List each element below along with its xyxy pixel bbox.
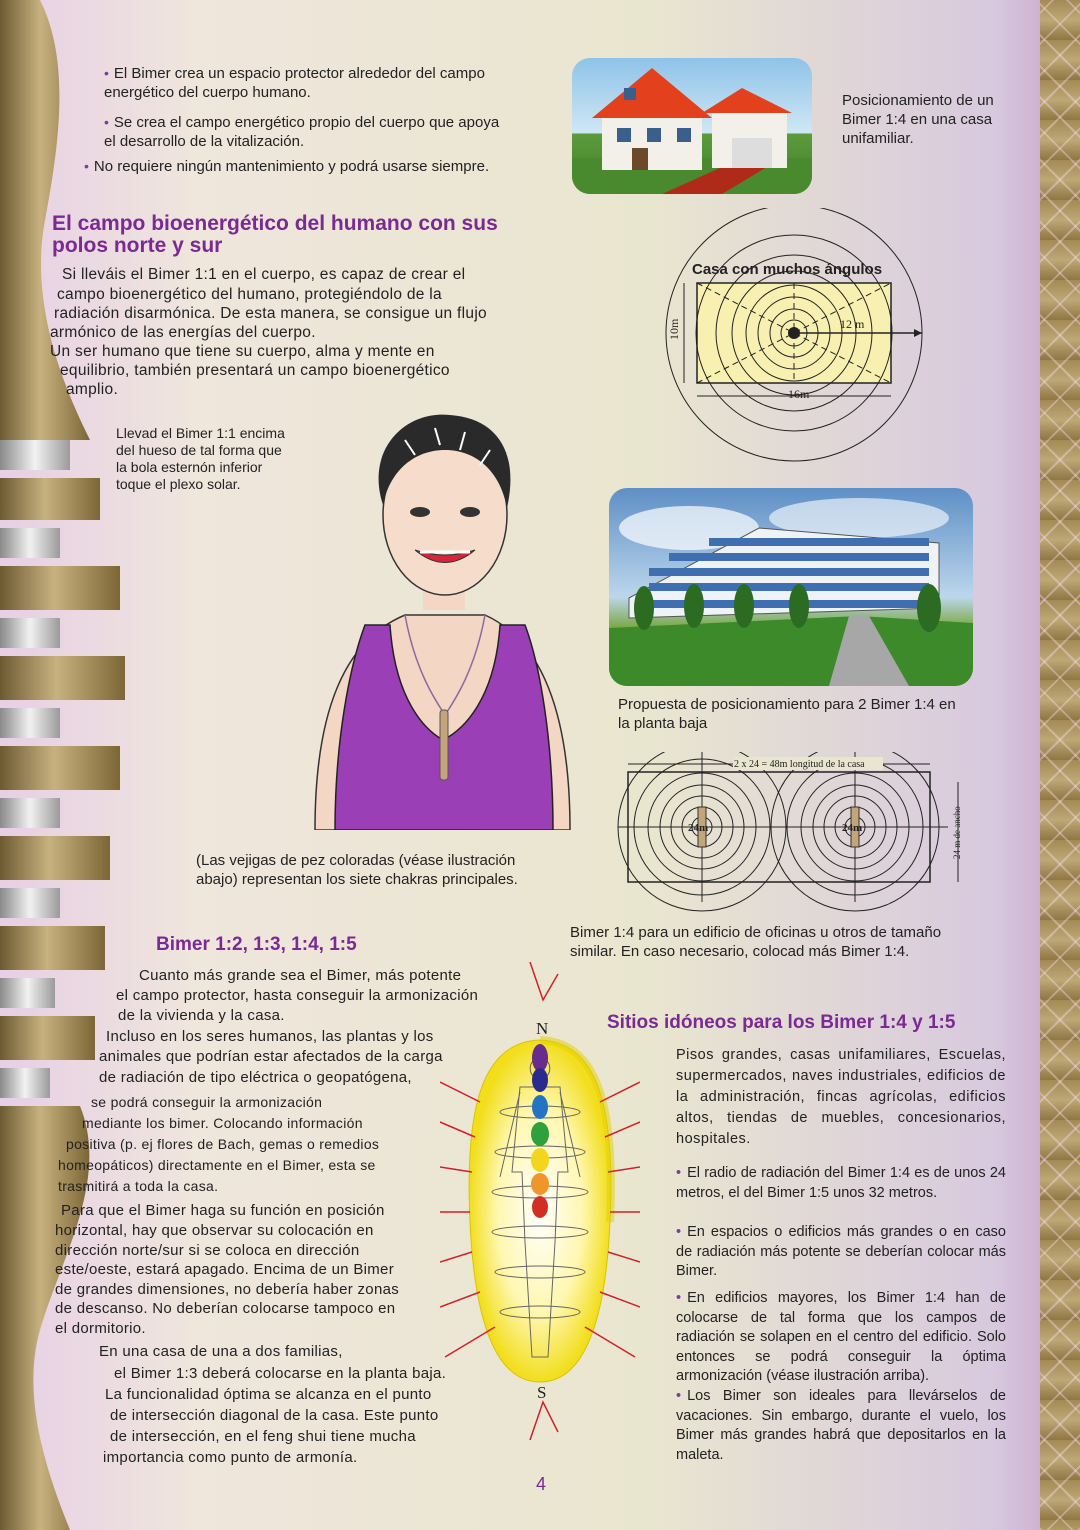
bullet-item: • El radio de radiación del Bimer 1:4 es de unos 24 metros, el del Bimer 1:5 unos 32 metros.	[676, 1165, 1006, 1201]
paragraph-line: de grandes dimensiones, no debería haber zonas	[55, 1281, 400, 1298]
paragraph-line: de intersección diagonal de la casa. Este punto	[110, 1407, 439, 1424]
diagram-top-label: 2 x 24 = 48m longitud de la casa	[734, 759, 865, 770]
paragraph-line: este/oeste, estará apagado. Encima de un Bimer	[55, 1261, 394, 1278]
paragraph-line: de radiación de tipo eléctrica o geopatógena,	[99, 1069, 412, 1086]
diagram-title: Casa con muchos ángulos	[692, 261, 883, 278]
bullet-item: • Los Bimer son ideales para llevárselos de vacaciones. Sin embargo, durante el vuelo, los Bimer más grandes habrá que depositarlos en la maleta.	[676, 1388, 1006, 1463]
paragraph-line: Un ser humano que tiene su cuerpo, alma y mente en	[50, 343, 435, 360]
section3-intro: Pisos grandes, casas unifamiliares, Escuelas, supermercados, naves industriales, edificios de la administración, fincas agrícolas, edificios altos, tiendas de muebles, concesionarios, hospitales.	[676, 1047, 1006, 1147]
radius-label-right: 24m	[842, 822, 863, 834]
paragraph-line: positiva (p. ej flores de Bach, gemas o remedios	[66, 1136, 380, 1152]
bullet-item: • El Bimer crea un espacio protector alrededor del campo energético del cuerpo humano.	[104, 65, 485, 101]
paragraph-line: se podrá conseguir la armonización	[91, 1094, 323, 1110]
paragraph-line: horizontal, hay que observar su colocación en	[55, 1222, 374, 1239]
paragraph-line: homeopáticos) directamente en el Bimer, esta se	[58, 1157, 376, 1173]
section-heading: El campo bioenergético del humano con sus polos norte y sur	[52, 212, 498, 257]
bullet-item: • Se crea el campo energético propio del cuerpo que apoya el desarrollo de la vitalización.	[104, 114, 500, 150]
paragraph-line: En una casa de una a dos familias,	[99, 1343, 343, 1360]
chakra-caption: (Las vejigas de pez coloradas (véase ilustración abajo) representan los siete chakras principales.	[196, 852, 518, 888]
paragraph-line: armónico de las energías del cuerpo.	[50, 324, 316, 341]
house-image	[572, 58, 812, 194]
paragraph-line: de descanso. No deberían colocarse tampoco en	[55, 1300, 396, 1317]
chakra-body-figure	[440, 962, 640, 1472]
paragraph-line: el campo protector, hasta conseguir la armonización	[116, 987, 479, 1004]
paragraph-line: La funcionalidad óptima se alcanza en el punto	[105, 1386, 432, 1403]
paragraph-line: dirección norte/sur si se coloca en dirección	[55, 1242, 360, 1259]
page-number: 4	[536, 1474, 547, 1494]
paragraph-line: Si lleváis el Bimer 1:1 en el cuerpo, es capaz de crear el	[62, 266, 466, 283]
section-heading: Bimer 1:2, 1:3, 1:4, 1:5	[156, 934, 357, 955]
paragraph-line: campo bioenergético del humano, protegiéndolo de la	[57, 286, 442, 303]
section-heading: Sitios idóneos para los Bimer 1:4 y 1:5	[607, 1012, 956, 1033]
house-caption: Posicionamiento de un Bimer 1:4 en una casa unifamiliar.	[842, 92, 994, 147]
paragraph-line: Cuanto más grande sea el Bimer, más potente	[139, 967, 462, 984]
diagram-height-label: 10m	[667, 318, 681, 340]
office-radius-diagram	[608, 752, 970, 920]
paragraph-line: amplio.	[66, 381, 119, 398]
woman-illustration	[295, 410, 585, 830]
paragraph-line: equilibrio, también presentará un campo bioenergético	[60, 362, 450, 379]
paragraph-line: el Bimer 1:3 deberá colocarse en la planta baja.	[114, 1365, 447, 1382]
paragraph-line: de intersección, en el feng shui tiene mucha	[110, 1428, 416, 1445]
diagram-width-label: 16m	[788, 387, 810, 401]
south-label: S	[537, 1383, 547, 1402]
decorative-border	[1040, 0, 1080, 1530]
paragraph-line: radiación disarmónica. De esta manera, se consigue un flujo	[54, 305, 487, 322]
paragraph-line: Para que el Bimer haga su función en posición	[61, 1202, 385, 1219]
woman-caption: Llevad el Bimer 1:1 encima del hueso de tal forma que la bola esternón inferior toque el plexo solar.	[116, 425, 285, 492]
diagram-side-label: 24 m de ancho	[952, 806, 962, 859]
bullet-item: • En edificios mayores, los Bimer 1:4 han de colocarse de tal forma que los campos de radiación se solapen en el centro del edificio. Solo entonces se podrá conseguir la óptima armonización (véase ilustración arriba).	[676, 1290, 1006, 1384]
paragraph-line: el dormitorio.	[55, 1320, 146, 1337]
paragraph-line: importancia como punto de armonía.	[103, 1449, 358, 1466]
bullet-item: • No requiere ningún mantenimiento y podrá usarse siempre.	[84, 158, 490, 175]
paragraph-line: de la vivienda y la casa.	[118, 1007, 285, 1024]
radius-label-left: 24m	[688, 822, 709, 834]
paragraph-line: trasmitirá a toda la casa.	[58, 1178, 219, 1194]
office-caption: Propuesta de posicionamiento para 2 Bimer 1:4 en la planta baja	[618, 696, 956, 732]
diagram-radius-label: 12 m	[840, 317, 865, 331]
office-diagram-caption: Bimer 1:4 para un edificio de oficinas u otros de tamaño similar. En caso necesario, colocad más Bimer 1:4.	[570, 924, 942, 960]
house-radius-diagram	[664, 208, 934, 470]
north-label: N	[536, 1019, 549, 1038]
paragraph-line: mediante los bimer. Colocando información	[82, 1115, 363, 1131]
paragraph-line: Incluso en los seres humanos, las plantas y los	[106, 1028, 434, 1045]
bullet-item: • En espacios o edificios más grandes o en caso de radiación más potente se deberían colocar más Bimer.	[676, 1224, 1006, 1279]
office-building-image	[609, 488, 973, 686]
paragraph-line: animales que podrían estar afectados de la carga	[99, 1048, 443, 1065]
